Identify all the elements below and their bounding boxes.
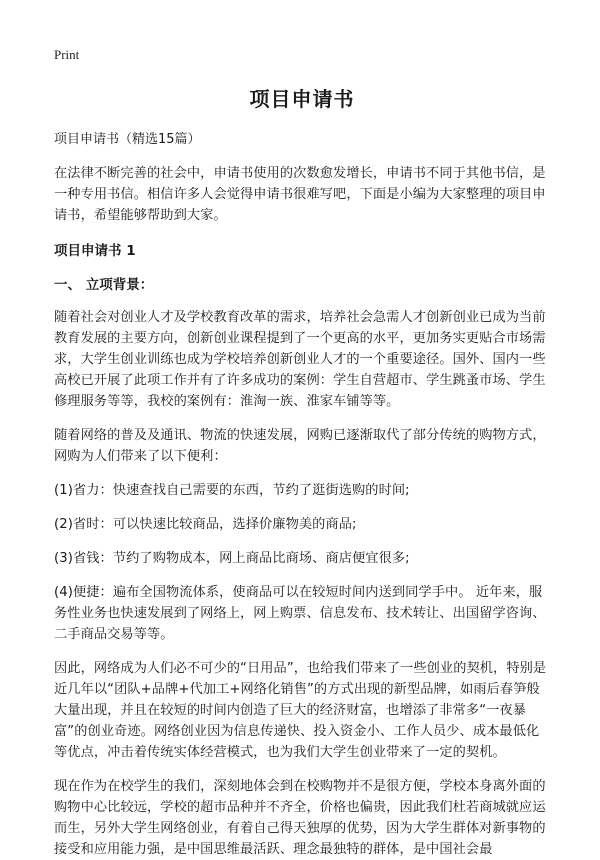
intro-paragraph: 在法律不断完善的社会中，申请书使用的次数愈发增长，申请书不同于其他书信，是一种专用书信。相信许多人会觉得申请书很难写吧，下面是小编为大家整理的项目申请书，希望能够帮助到大家。 — [54, 166, 546, 223]
document-subtitle: 项目申请书（精选15篇） — [54, 132, 201, 147]
list-item-paragraph: (4)便捷：遍布全国物流体系，使商品可以在较短时间内送到同学手中。 近年来，服务性业务也快速发展到了网络上，网上购票、信息发布、技术转让、出国留学咨询、二手商品交易等等。 — [54, 585, 546, 642]
print-link[interactable]: Print — [54, 47, 80, 62]
body-paragraph: 因此，网络成为人们必不可少的“日用品”，也给我们带来了一些创业的契机，特别是近几年以“团队+品牌+代加工+网络化销售”的方式出现的新型品牌，如雨后春笋般大量出现，并且在较短的时间内创造了巨大的经济财富，也增添了非常多“一夜暴富”的创业奇迹。网络创业因为信息传递快、投入资金小、工作人员少、成本最低化等优点，冲击着传统实体经营模式，也为我们大学生创业带来了一定的契机。 — [54, 661, 547, 760]
sub-heading-background: 一、 立项背景： — [54, 277, 154, 293]
list-item-paragraph: (2)省时：可以快速比较商品，选择价廉物美的商品; — [54, 517, 357, 532]
list-item-paragraph: (1)省力：快速查找自己需要的东西，节约了逛街选购的时间; — [54, 483, 410, 498]
document-title: 项目申请书 — [249, 87, 355, 111]
body-paragraph: 现在作为在校学生的我们，深刻地体会到在校购物并不是很方便，学校本身离外面的购物中心比较远，学校的超市品种并不齐全，价格也偏贵，因此我们杜若商城就应运而生，另外大学生网络创业，有着自己得天独厚的优势，因为大学生群体对新事物的接受和应用能力强，是中国思维最活跃、理念最独特的群体，是中国社会最 — [54, 779, 546, 857]
body-paragraph: 随着网络的普及及通讯、物流的快速发展，网购已逐渐取代了部分传统的购物方式，网购为人们带来了以下便利： — [54, 428, 546, 464]
body-paragraph: 随着社会对创业人才及学校教育改革的需求，培养社会急需人才创新创业已成为当前教育发展的主要方向，创新创业课程提到了一个更高的水平，更加务实更贴合市场需求，大学生创业训练也成为学校培养创新创业人才的一个重要途径。国外、国内一些高校已开展了此项工作并有了许多成功的案例：学生自营超市、学生跳蚤市场、学生修理服务等等，我校的案例有：淮淘一族、淮家车铺等等。 — [54, 310, 546, 409]
section-heading: 项目申请书 1 — [54, 243, 136, 259]
list-item-paragraph: (3)省钱：节约了购物成本，网上商品比商场、商店便宜很多; — [54, 551, 410, 566]
